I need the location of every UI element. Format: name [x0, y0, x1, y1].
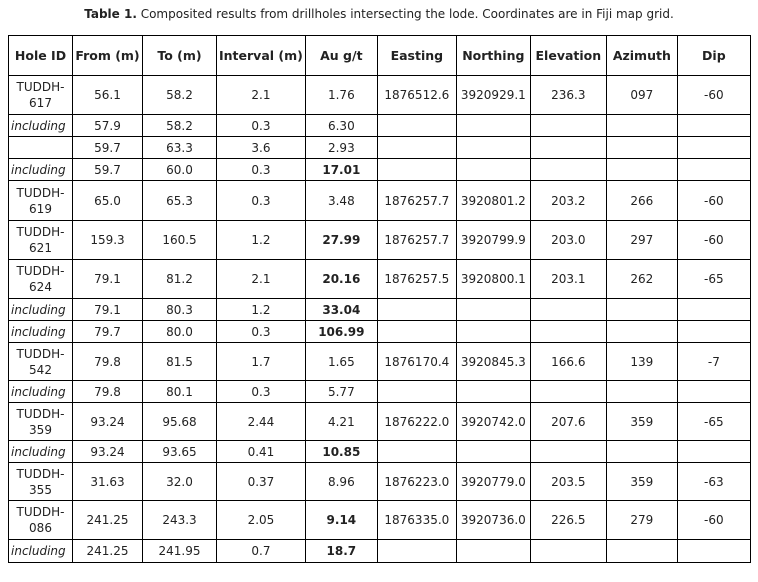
au-cell: 33.04	[305, 299, 377, 321]
table-row	[9, 299, 751, 321]
header-cell: Azimuth	[606, 36, 677, 76]
dip-cell: -63	[677, 463, 750, 501]
au-cell: 20.16	[305, 260, 377, 299]
interval-cell: 1.7	[217, 343, 306, 381]
elevation-cell: 203.5	[530, 463, 606, 501]
table-row	[9, 501, 751, 540]
easting-cell: 1876170.4	[377, 343, 456, 381]
easting-cell	[377, 381, 456, 403]
to-cell: 63.3	[143, 137, 217, 159]
from-cell: 93.24	[73, 403, 143, 441]
au-cell: 27.99	[305, 221, 377, 260]
hole-id-cell: TUDDH-619	[9, 181, 73, 221]
au-cell: 106.99	[305, 321, 377, 343]
easting-cell	[377, 540, 456, 563]
dip-cell: -60	[677, 181, 750, 221]
interval-cell: 0.37	[217, 463, 306, 501]
dip-cell	[677, 321, 750, 343]
table-row	[9, 221, 751, 260]
to-cell: 81.2	[143, 260, 217, 299]
easting-cell: 1876257.5	[377, 260, 456, 299]
au-cell: 1.65	[305, 343, 377, 381]
northing-cell: 3920799.9	[456, 221, 530, 260]
au-cell: 9.14	[305, 501, 377, 540]
interval-cell: 0.3	[217, 321, 306, 343]
easting-cell	[377, 159, 456, 181]
interval-cell: 0.7	[217, 540, 306, 563]
hole-id-cell: TUDDH-359	[9, 403, 73, 441]
hole-id-cell: including	[9, 299, 73, 321]
elevation-cell: 203.2	[530, 181, 606, 221]
azimuth-cell	[606, 321, 677, 343]
northing-cell	[456, 540, 530, 563]
table-row	[9, 115, 751, 137]
easting-cell: 1876222.0	[377, 403, 456, 441]
hole-id-cell: TUDDH-617	[9, 76, 73, 115]
table-row	[9, 343, 751, 381]
to-cell: 58.2	[143, 115, 217, 137]
from-cell: 79.8	[73, 381, 143, 403]
easting-cell: 1876223.0	[377, 463, 456, 501]
to-cell: 80.1	[143, 381, 217, 403]
from-cell: 79.1	[73, 299, 143, 321]
to-cell: 95.68	[143, 403, 217, 441]
table-row	[9, 260, 751, 299]
from-cell: 93.24	[73, 441, 143, 463]
easting-cell	[377, 299, 456, 321]
azimuth-cell: 297	[606, 221, 677, 260]
au-cell: 2.93	[305, 137, 377, 159]
easting-cell: 1876335.0	[377, 501, 456, 540]
from-cell: 79.8	[73, 343, 143, 381]
interval-cell: 1.2	[217, 299, 306, 321]
table-row	[9, 76, 751, 115]
northing-cell	[456, 137, 530, 159]
table-row	[9, 540, 751, 563]
northing-cell: 3920736.0	[456, 501, 530, 540]
table-body	[9, 76, 751, 563]
au-cell: 1.76	[305, 76, 377, 115]
from-cell: 57.9	[73, 115, 143, 137]
to-cell: 81.5	[143, 343, 217, 381]
interval-cell: 1.2	[217, 221, 306, 260]
interval-cell: 2.44	[217, 403, 306, 441]
easting-cell: 1876512.6	[377, 76, 456, 115]
au-cell: 5.77	[305, 381, 377, 403]
table-row	[9, 321, 751, 343]
azimuth-cell: 262	[606, 260, 677, 299]
dip-cell: -65	[677, 260, 750, 299]
azimuth-cell	[606, 441, 677, 463]
hole-id-cell: including	[9, 115, 73, 137]
azimuth-cell: 359	[606, 463, 677, 501]
dip-cell: -65	[677, 403, 750, 441]
dip-cell: -60	[677, 501, 750, 540]
interval-cell: 0.41	[217, 441, 306, 463]
from-cell: 56.1	[73, 76, 143, 115]
hole-id-cell: TUDDH-621	[9, 221, 73, 260]
northing-cell: 3920800.1	[456, 260, 530, 299]
header-cell: Dip	[677, 36, 750, 76]
to-cell: 65.3	[143, 181, 217, 221]
northing-cell: 3920779.0	[456, 463, 530, 501]
dip-cell	[677, 299, 750, 321]
table-row	[9, 381, 751, 403]
northing-cell	[456, 159, 530, 181]
elevation-cell	[530, 540, 606, 563]
header-cell: From (m)	[73, 36, 143, 76]
table-row	[9, 137, 751, 159]
hole-id-cell: TUDDH-542	[9, 343, 73, 381]
hole-id-cell	[9, 137, 73, 159]
to-cell: 241.95	[143, 540, 217, 563]
caption-label: Table 1.	[84, 7, 137, 21]
azimuth-cell	[606, 540, 677, 563]
hole-id-cell: TUDDH-355	[9, 463, 73, 501]
interval-cell: 0.3	[217, 115, 306, 137]
elevation-cell: 207.6	[530, 403, 606, 441]
easting-cell	[377, 137, 456, 159]
interval-cell: 2.1	[217, 76, 306, 115]
easting-cell	[377, 115, 456, 137]
table-row	[9, 463, 751, 501]
elevation-cell	[530, 137, 606, 159]
azimuth-cell: 139	[606, 343, 677, 381]
hole-id-cell: TUDDH-086	[9, 501, 73, 540]
northing-cell: 3920845.3	[456, 343, 530, 381]
table-caption	[0, 7, 758, 21]
northing-cell	[456, 115, 530, 137]
azimuth-cell	[606, 381, 677, 403]
from-cell: 31.63	[73, 463, 143, 501]
dip-cell	[677, 137, 750, 159]
to-cell: 80.0	[143, 321, 217, 343]
northing-cell: 3920801.2	[456, 181, 530, 221]
interval-cell: 2.05	[217, 501, 306, 540]
au-cell: 3.48	[305, 181, 377, 221]
hole-id-cell: including	[9, 540, 73, 563]
from-cell: 59.7	[73, 159, 143, 181]
table-row	[9, 181, 751, 221]
header-cell: Easting	[377, 36, 456, 76]
to-cell: 60.0	[143, 159, 217, 181]
easting-cell	[377, 441, 456, 463]
header-cell: Elevation	[530, 36, 606, 76]
interval-cell: 3.6	[217, 137, 306, 159]
easting-cell: 1876257.7	[377, 221, 456, 260]
elevation-cell: 226.5	[530, 501, 606, 540]
dip-cell: -60	[677, 221, 750, 260]
au-cell: 18.7	[305, 540, 377, 563]
elevation-cell	[530, 159, 606, 181]
header-cell: Au g/t	[305, 36, 377, 76]
elevation-cell	[530, 321, 606, 343]
azimuth-cell	[606, 137, 677, 159]
elevation-cell: 203.1	[530, 260, 606, 299]
from-cell: 79.1	[73, 260, 143, 299]
header-cell: To (m)	[143, 36, 217, 76]
caption-text: Composited results from drillholes intersecting the lode. Coordinates are in Fiji map grid.	[136, 7, 674, 21]
from-cell: 241.25	[73, 540, 143, 563]
elevation-cell	[530, 441, 606, 463]
au-cell: 8.96	[305, 463, 377, 501]
hole-id-cell: including	[9, 159, 73, 181]
to-cell: 93.65	[143, 441, 217, 463]
northing-cell: 3920742.0	[456, 403, 530, 441]
azimuth-cell: 279	[606, 501, 677, 540]
northing-cell	[456, 299, 530, 321]
header-cell: Northing	[456, 36, 530, 76]
hole-id-cell: including	[9, 441, 73, 463]
azimuth-cell: 359	[606, 403, 677, 441]
au-cell: 6.30	[305, 115, 377, 137]
to-cell: 58.2	[143, 76, 217, 115]
au-cell: 10.85	[305, 441, 377, 463]
azimuth-cell	[606, 159, 677, 181]
northing-cell	[456, 441, 530, 463]
hole-id-cell: TUDDH-624	[9, 260, 73, 299]
easting-cell	[377, 321, 456, 343]
au-cell: 4.21	[305, 403, 377, 441]
interval-cell: 0.3	[217, 159, 306, 181]
to-cell: 32.0	[143, 463, 217, 501]
hole-id-cell: including	[9, 381, 73, 403]
dip-cell	[677, 381, 750, 403]
easting-cell: 1876257.7	[377, 181, 456, 221]
from-cell: 241.25	[73, 501, 143, 540]
drillhole-results-table	[8, 35, 751, 563]
dip-cell	[677, 441, 750, 463]
interval-cell: 0.3	[217, 381, 306, 403]
elevation-cell: 203.0	[530, 221, 606, 260]
azimuth-cell	[606, 299, 677, 321]
to-cell: 80.3	[143, 299, 217, 321]
from-cell: 79.7	[73, 321, 143, 343]
azimuth-cell: 266	[606, 181, 677, 221]
dip-cell	[677, 115, 750, 137]
dip-cell	[677, 540, 750, 563]
au-cell: 17.01	[305, 159, 377, 181]
dip-cell	[677, 159, 750, 181]
table-row	[9, 441, 751, 463]
elevation-cell	[530, 381, 606, 403]
hole-id-cell: including	[9, 321, 73, 343]
from-cell: 159.3	[73, 221, 143, 260]
header-row	[9, 36, 751, 76]
northing-cell: 3920929.1	[456, 76, 530, 115]
elevation-cell	[530, 115, 606, 137]
dip-cell: -7	[677, 343, 750, 381]
to-cell: 243.3	[143, 501, 217, 540]
azimuth-cell	[606, 115, 677, 137]
interval-cell: 0.3	[217, 181, 306, 221]
elevation-cell	[530, 299, 606, 321]
azimuth-cell: 097	[606, 76, 677, 115]
table-row	[9, 403, 751, 441]
header-cell: Hole ID	[9, 36, 73, 76]
interval-cell: 2.1	[217, 260, 306, 299]
dip-cell: -60	[677, 76, 750, 115]
elevation-cell: 236.3	[530, 76, 606, 115]
from-cell: 65.0	[73, 181, 143, 221]
northing-cell	[456, 381, 530, 403]
table-row	[9, 159, 751, 181]
header-cell: Interval (m)	[217, 36, 306, 76]
from-cell: 59.7	[73, 137, 143, 159]
elevation-cell: 166.6	[530, 343, 606, 381]
northing-cell	[456, 321, 530, 343]
to-cell: 160.5	[143, 221, 217, 260]
